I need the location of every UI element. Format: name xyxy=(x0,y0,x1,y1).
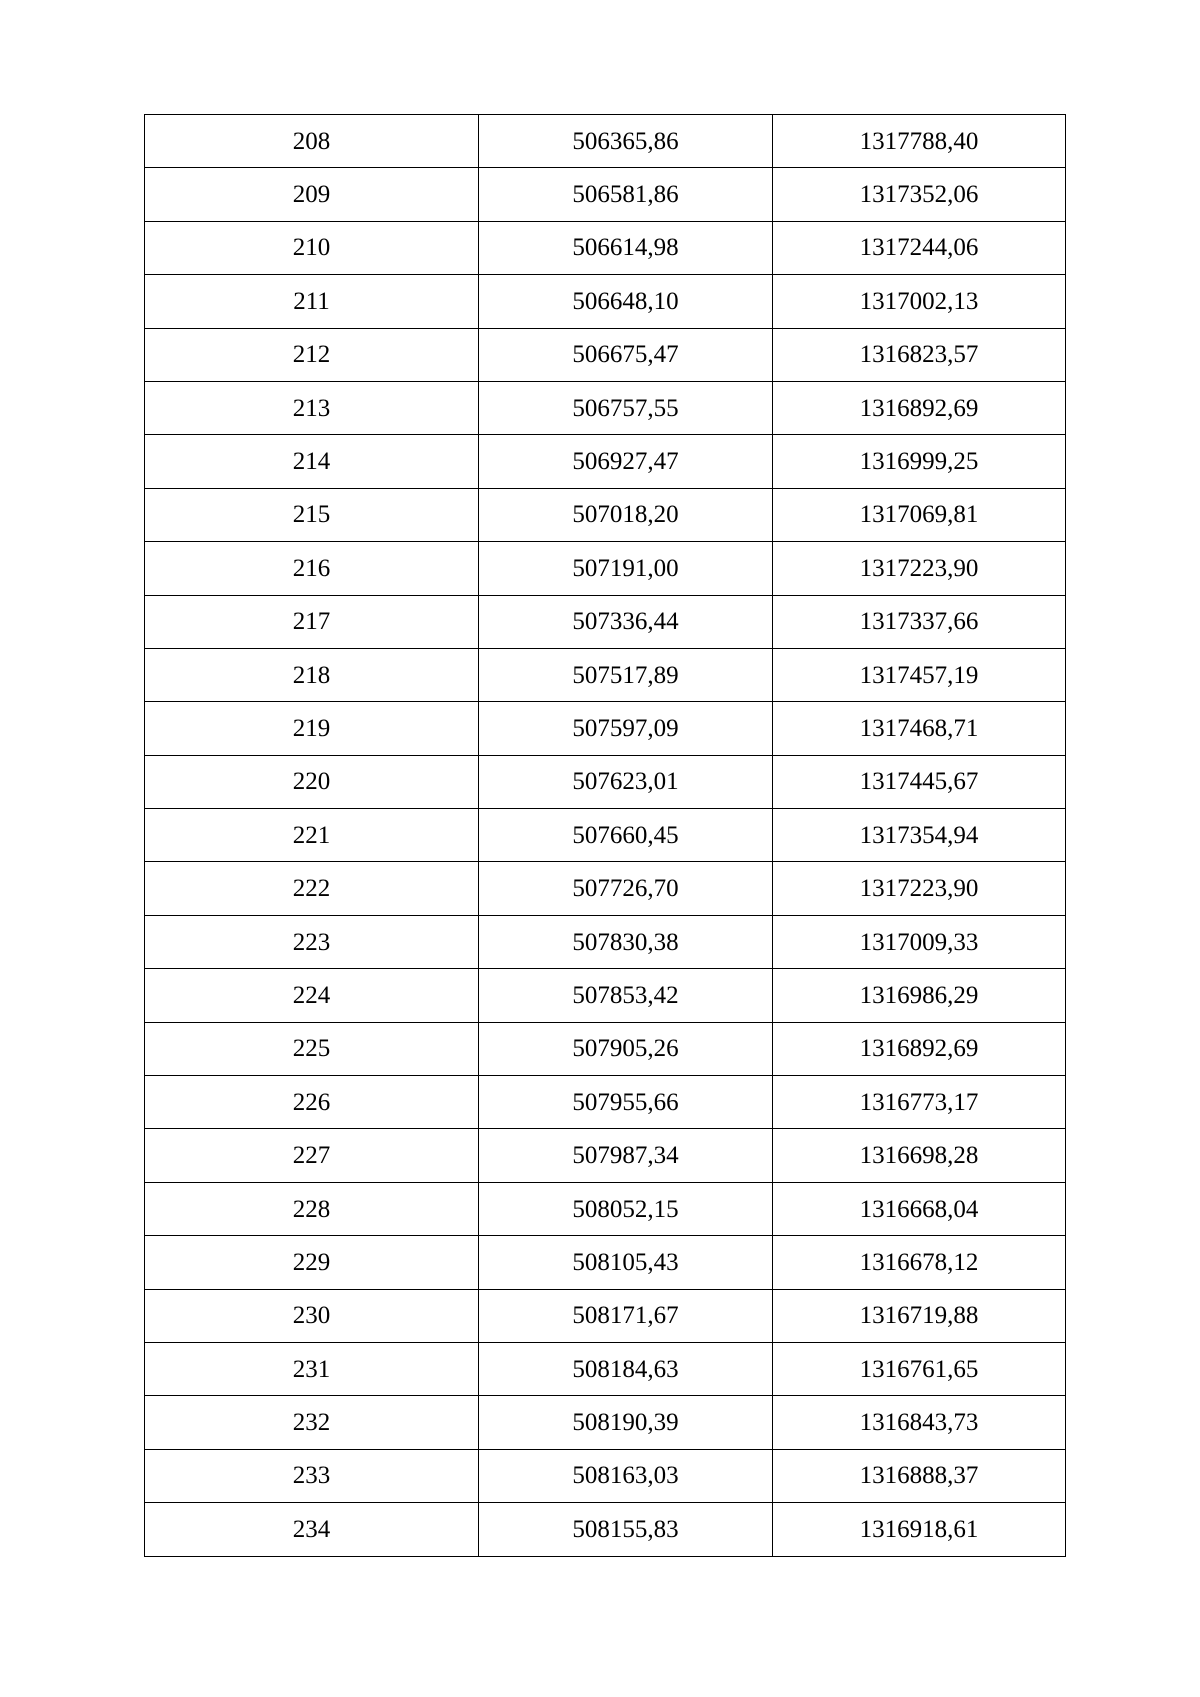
table-row xyxy=(145,1076,1066,1129)
table-row xyxy=(145,862,1066,915)
table-row xyxy=(145,1129,1066,1182)
point-number-cell: 214 xyxy=(145,435,479,488)
x-coordinate-cell: 507597,09 xyxy=(479,702,773,755)
point-number-cell: 230 xyxy=(145,1289,479,1342)
table-row xyxy=(145,542,1066,595)
x-coordinate-cell: 507623,01 xyxy=(479,755,773,808)
point-number-cell: 209 xyxy=(145,168,479,221)
point-number-cell: 226 xyxy=(145,1076,479,1129)
y-coordinate-cell: 1316761,65 xyxy=(773,1342,1066,1395)
y-coordinate-cell: 1317457,19 xyxy=(773,648,1066,701)
table-row xyxy=(145,755,1066,808)
table-row xyxy=(145,1182,1066,1235)
point-number-cell: 227 xyxy=(145,1129,479,1182)
x-coordinate-cell: 508184,63 xyxy=(479,1342,773,1395)
y-coordinate-cell: 1316719,88 xyxy=(773,1289,1066,1342)
table-row xyxy=(145,488,1066,541)
x-coordinate-cell: 508163,03 xyxy=(479,1449,773,1502)
point-number-cell: 219 xyxy=(145,702,479,755)
point-number-cell: 210 xyxy=(145,221,479,274)
x-coordinate-cell: 507726,70 xyxy=(479,862,773,915)
x-coordinate-cell: 506614,98 xyxy=(479,221,773,274)
coordinates-table-body xyxy=(145,115,1066,1557)
table-row xyxy=(145,1342,1066,1395)
table-row xyxy=(145,115,1066,168)
x-coordinate-cell: 507191,00 xyxy=(479,542,773,595)
point-number-cell: 217 xyxy=(145,595,479,648)
y-coordinate-cell: 1316698,28 xyxy=(773,1129,1066,1182)
point-number-cell: 212 xyxy=(145,328,479,381)
x-coordinate-cell: 508052,15 xyxy=(479,1182,773,1235)
y-coordinate-cell: 1317002,13 xyxy=(773,275,1066,328)
table-row xyxy=(145,1449,1066,1502)
point-number-cell: 229 xyxy=(145,1236,479,1289)
x-coordinate-cell: 507018,20 xyxy=(479,488,773,541)
point-number-cell: 221 xyxy=(145,809,479,862)
table-row xyxy=(145,435,1066,488)
x-coordinate-cell: 506581,86 xyxy=(479,168,773,221)
x-coordinate-cell: 507336,44 xyxy=(479,595,773,648)
table-row xyxy=(145,969,1066,1022)
table-row xyxy=(145,809,1066,862)
table-row xyxy=(145,702,1066,755)
point-number-cell: 216 xyxy=(145,542,479,595)
x-coordinate-cell: 507517,89 xyxy=(479,648,773,701)
y-coordinate-cell: 1317352,06 xyxy=(773,168,1066,221)
table-row xyxy=(145,1022,1066,1075)
point-number-cell: 218 xyxy=(145,648,479,701)
x-coordinate-cell: 507955,66 xyxy=(479,1076,773,1129)
table-row xyxy=(145,595,1066,648)
table-row xyxy=(145,275,1066,328)
x-coordinate-cell: 508190,39 xyxy=(479,1396,773,1449)
y-coordinate-cell: 1317223,90 xyxy=(773,862,1066,915)
y-coordinate-cell: 1316678,12 xyxy=(773,1236,1066,1289)
table-row xyxy=(145,915,1066,968)
x-coordinate-cell: 506365,86 xyxy=(479,115,773,168)
table-row xyxy=(145,168,1066,221)
y-coordinate-cell: 1317009,33 xyxy=(773,915,1066,968)
y-coordinate-cell: 1316843,73 xyxy=(773,1396,1066,1449)
point-number-cell: 234 xyxy=(145,1503,479,1556)
y-coordinate-cell: 1317354,94 xyxy=(773,809,1066,862)
point-number-cell: 225 xyxy=(145,1022,479,1075)
point-number-cell: 215 xyxy=(145,488,479,541)
point-number-cell: 222 xyxy=(145,862,479,915)
point-number-cell: 211 xyxy=(145,275,479,328)
x-coordinate-cell: 508105,43 xyxy=(479,1236,773,1289)
y-coordinate-cell: 1316892,69 xyxy=(773,381,1066,434)
point-number-cell: 228 xyxy=(145,1182,479,1235)
y-coordinate-cell: 1317337,66 xyxy=(773,595,1066,648)
point-number-cell: 208 xyxy=(145,115,479,168)
y-coordinate-cell: 1317244,06 xyxy=(773,221,1066,274)
point-number-cell: 224 xyxy=(145,969,479,1022)
y-coordinate-cell: 1317223,90 xyxy=(773,542,1066,595)
point-number-cell: 220 xyxy=(145,755,479,808)
y-coordinate-cell: 1316892,69 xyxy=(773,1022,1066,1075)
x-coordinate-cell: 506675,47 xyxy=(479,328,773,381)
point-number-cell: 223 xyxy=(145,915,479,968)
table-row xyxy=(145,328,1066,381)
x-coordinate-cell: 507660,45 xyxy=(479,809,773,862)
x-coordinate-cell: 507830,38 xyxy=(479,915,773,968)
y-coordinate-cell: 1316823,57 xyxy=(773,328,1066,381)
table-row xyxy=(145,381,1066,434)
y-coordinate-cell: 1317069,81 xyxy=(773,488,1066,541)
x-coordinate-cell: 506927,47 xyxy=(479,435,773,488)
y-coordinate-cell: 1316888,37 xyxy=(773,1449,1066,1502)
x-coordinate-cell: 506757,55 xyxy=(479,381,773,434)
coordinates-table xyxy=(144,114,1066,1557)
table-row xyxy=(145,648,1066,701)
y-coordinate-cell: 1317468,71 xyxy=(773,702,1066,755)
y-coordinate-cell: 1317788,40 xyxy=(773,115,1066,168)
table-row xyxy=(145,1289,1066,1342)
x-coordinate-cell: 508171,67 xyxy=(479,1289,773,1342)
x-coordinate-cell: 506648,10 xyxy=(479,275,773,328)
table-row xyxy=(145,221,1066,274)
y-coordinate-cell: 1317445,67 xyxy=(773,755,1066,808)
y-coordinate-cell: 1316918,61 xyxy=(773,1503,1066,1556)
y-coordinate-cell: 1316986,29 xyxy=(773,969,1066,1022)
x-coordinate-cell: 508155,83 xyxy=(479,1503,773,1556)
table-row xyxy=(145,1503,1066,1556)
point-number-cell: 231 xyxy=(145,1342,479,1395)
y-coordinate-cell: 1316999,25 xyxy=(773,435,1066,488)
y-coordinate-cell: 1316668,04 xyxy=(773,1182,1066,1235)
table-row xyxy=(145,1236,1066,1289)
y-coordinate-cell: 1316773,17 xyxy=(773,1076,1066,1129)
table-row xyxy=(145,1396,1066,1449)
x-coordinate-cell: 507905,26 xyxy=(479,1022,773,1075)
point-number-cell: 213 xyxy=(145,381,479,434)
point-number-cell: 233 xyxy=(145,1449,479,1502)
x-coordinate-cell: 507987,34 xyxy=(479,1129,773,1182)
point-number-cell: 232 xyxy=(145,1396,479,1449)
x-coordinate-cell: 507853,42 xyxy=(479,969,773,1022)
